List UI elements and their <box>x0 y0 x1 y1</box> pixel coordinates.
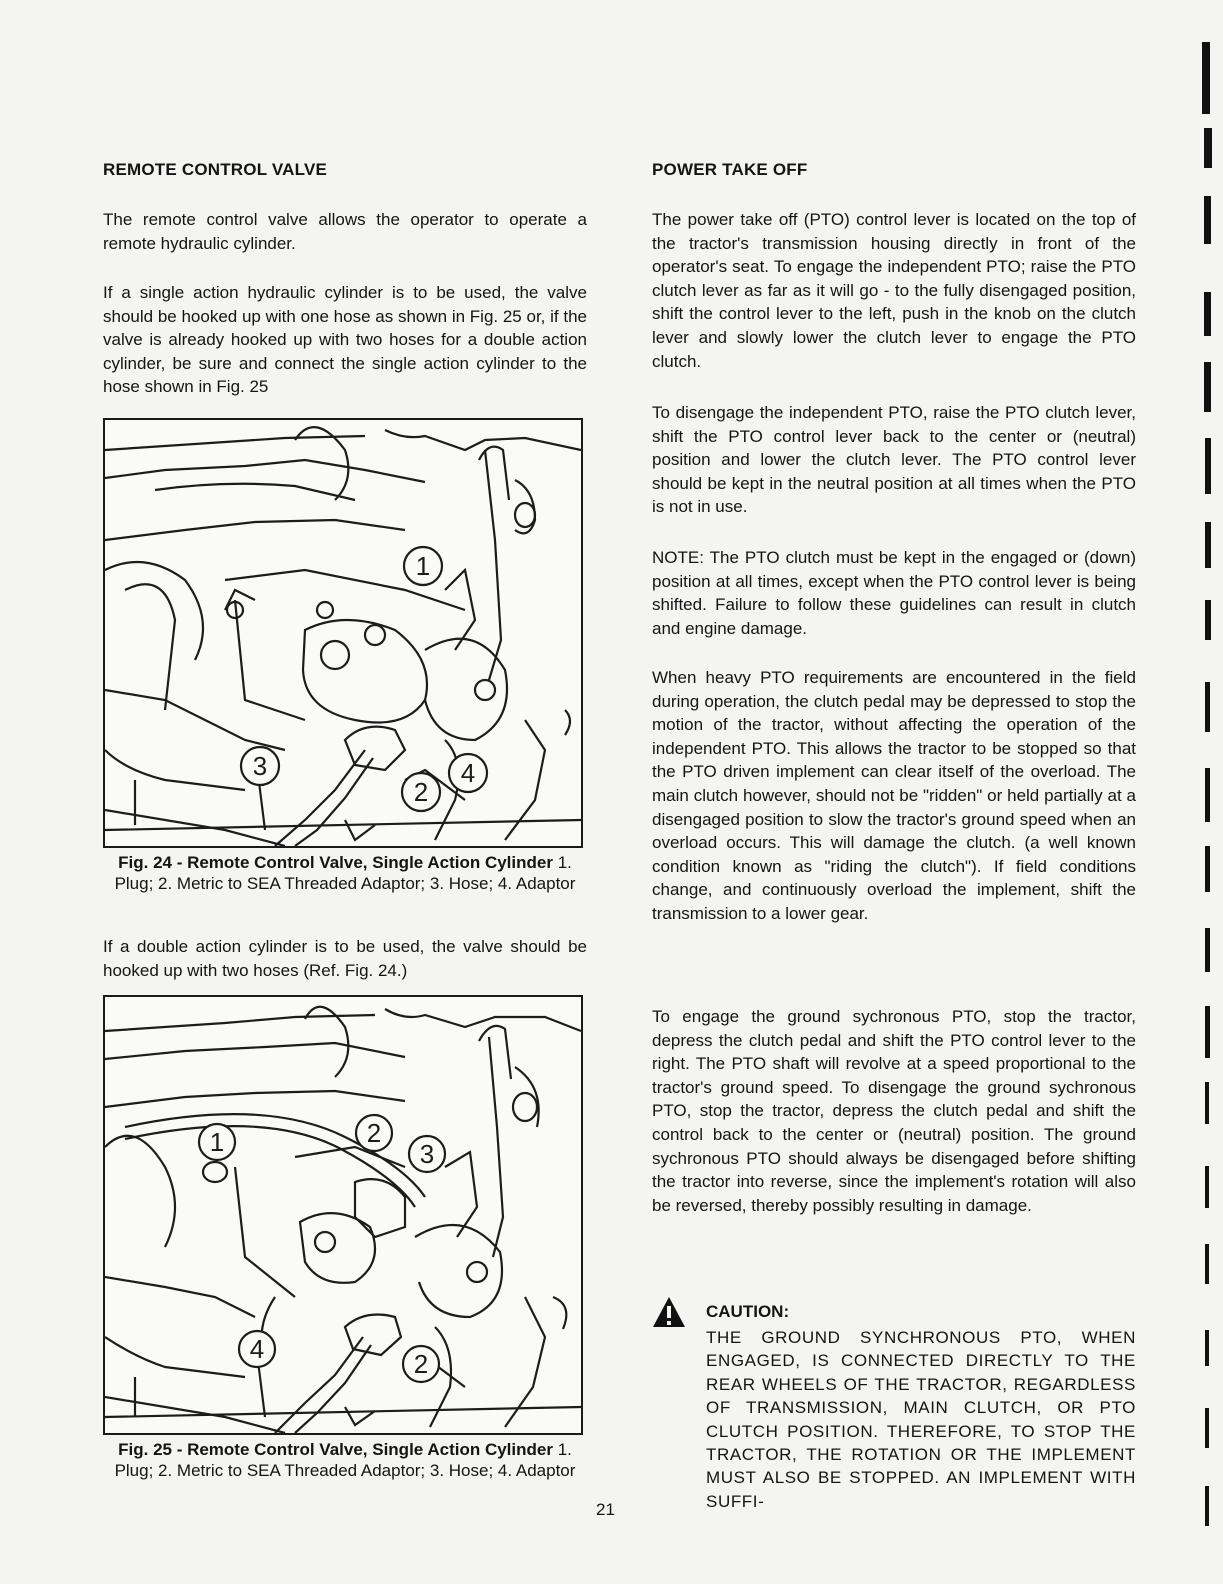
pto-disengage-paragraph: To disengage the independent PTO, raise the PTO clutch lever, shift the PTO control lever back to the center or (neutral) position and lower the clutch lever. The PTO control lever should be kept in the neutral position at all times when the PTO is not in use. <box>652 403 1136 517</box>
fig25-callout-3: 3 <box>419 1139 435 1169</box>
figure-25-caption <box>103 1439 587 1481</box>
fig25-callout-2-top: 2 <box>366 1118 382 1148</box>
caution-text: THE GROUND SYNCHRONOUS PTO, WHEN ENGAGED, IS CONNECTED DIRECTLY TO THE REAR WHEELS OF THE TRACTOR, REGARDLESS OF TRANSMISSION, MAIN CLUTCH, OR PTO CLUTCH POSITION. THEREFORE, TO STOP THE TRACTOR, THE ROTATION OR THE IMPLEMENT MUST ALSO BE STOPPED. AN IMPLEMENT WITH SUFFI- <box>706 1328 1136 1511</box>
figure-24-caption-title: Fig. 24 - Remote Control Valve, Single Action Cylinder <box>118 853 553 872</box>
heavy-pto-paragraph: When heavy PTO requirements are encountered in the field during operation, the clutch pedal may be depressed to stop the motion of the tractor, without affecting the operation of the independent PTO. This allows the tractor to be stopped so that the PTO driven implement can clear itself of the overload. The main clutch however, should not be "ridden" or held partially at a disengaged position to slow the tractor's ground speed when an overload occurs. This will damage the clutch. (a well known condition known as "riding the clutch"). If field conditions change, and continuously overload the implement, shift the transmission to a lower gear. <box>652 668 1136 923</box>
caution-title: CAUTION: <box>706 1302 790 1321</box>
caution-warning-icon <box>652 1296 686 1328</box>
figure-25-caption-title: Fig. 25 - Remote Control Valve, Single Action Cylinder <box>118 1440 553 1459</box>
figure-25-drawing <box>105 997 581 1433</box>
fig25-callout-4: 4 <box>249 1334 265 1364</box>
remote-control-valve-heading: REMOTE CONTROL VALVE <box>103 160 328 179</box>
figure-24-caption-legend: 1. Plug; 2. Metric to SEA Threaded Adaptor; 3. Hose; 4. Adaptor <box>114 853 576 893</box>
figure-24-drawing <box>105 420 581 846</box>
figure-24-caption <box>103 852 587 894</box>
double-action-paragraph: If a double action cylinder is to be used, the valve should be hooked up with two hoses (Ref. Fig. 24.) <box>103 937 587 980</box>
remote-valve-intro-paragraph: The remote control valve allows the operator to operate a remote hydraulic cylinder. <box>103 210 587 253</box>
figure-24-illustration <box>103 418 583 848</box>
ground-synchronous-paragraph: To engage the ground sychronous PTO, stop the tractor, depress the clutch pedal and shift the PTO control lever to the right. The PTO shaft will revolve at a speed proportional to the tractor's ground speed. To disengage the ground sychronous PTO, stop the tractor, depress the clutch pedal and shift the control back to the center or (neutral) position. The ground sychronous PTO should always be disengaged before shifting the tractor into reverse, since the implement's rotation will also be reversed, thereby possibly resulting in damage. <box>652 1007 1136 1215</box>
fig24-callout-4: 4 <box>460 758 476 788</box>
pto-note-paragraph: NOTE: The PTO clutch must be kept in the engaged or (down) position at all times, except when the PTO control lever is being shifted. Failure to follow these guidelines can result in clutch and engine damage. <box>652 548 1136 638</box>
fig24-callout-3: 3 <box>252 751 268 781</box>
fig25-callout-1: 1 <box>209 1127 225 1157</box>
pto-engage-paragraph: The power take off (PTO) control lever is located on the top of the tractor's transmission housing directly in front of the operator's seat. To engage the independent PTO; raise the PTO clutch lever as far as it will go - to the fully disengaged position, shift the control lever to the left, push in the knob on the clutch lever and slowly lower the clutch lever to engage the PTO clutch. <box>652 210 1136 371</box>
fig25-callout-2-bottom: 2 <box>413 1349 429 1379</box>
power-take-off-heading: POWER TAKE OFF <box>652 160 808 179</box>
page-number: 21 <box>596 1500 615 1519</box>
fig24-callout-2: 2 <box>413 777 429 807</box>
figure-25-illustration <box>103 995 583 1435</box>
fig24-callout-1: 1 <box>415 551 431 581</box>
figure-25-caption-legend: 1. Plug; 2. Metric to SEA Threaded Adaptor; 3. Hose; 4. Adaptor <box>114 1440 576 1480</box>
binding-edge-marks <box>1184 0 1223 1584</box>
single-action-paragraph: If a single action hydraulic cylinder is to be used, the valve should be hooked up with one hose as shown in Fig. 25 or, if the valve is already hooked up with two hoses for a double action cylinder, be sure and connect the single action cylinder to the hose shown in Fig. 25 <box>103 283 587 397</box>
